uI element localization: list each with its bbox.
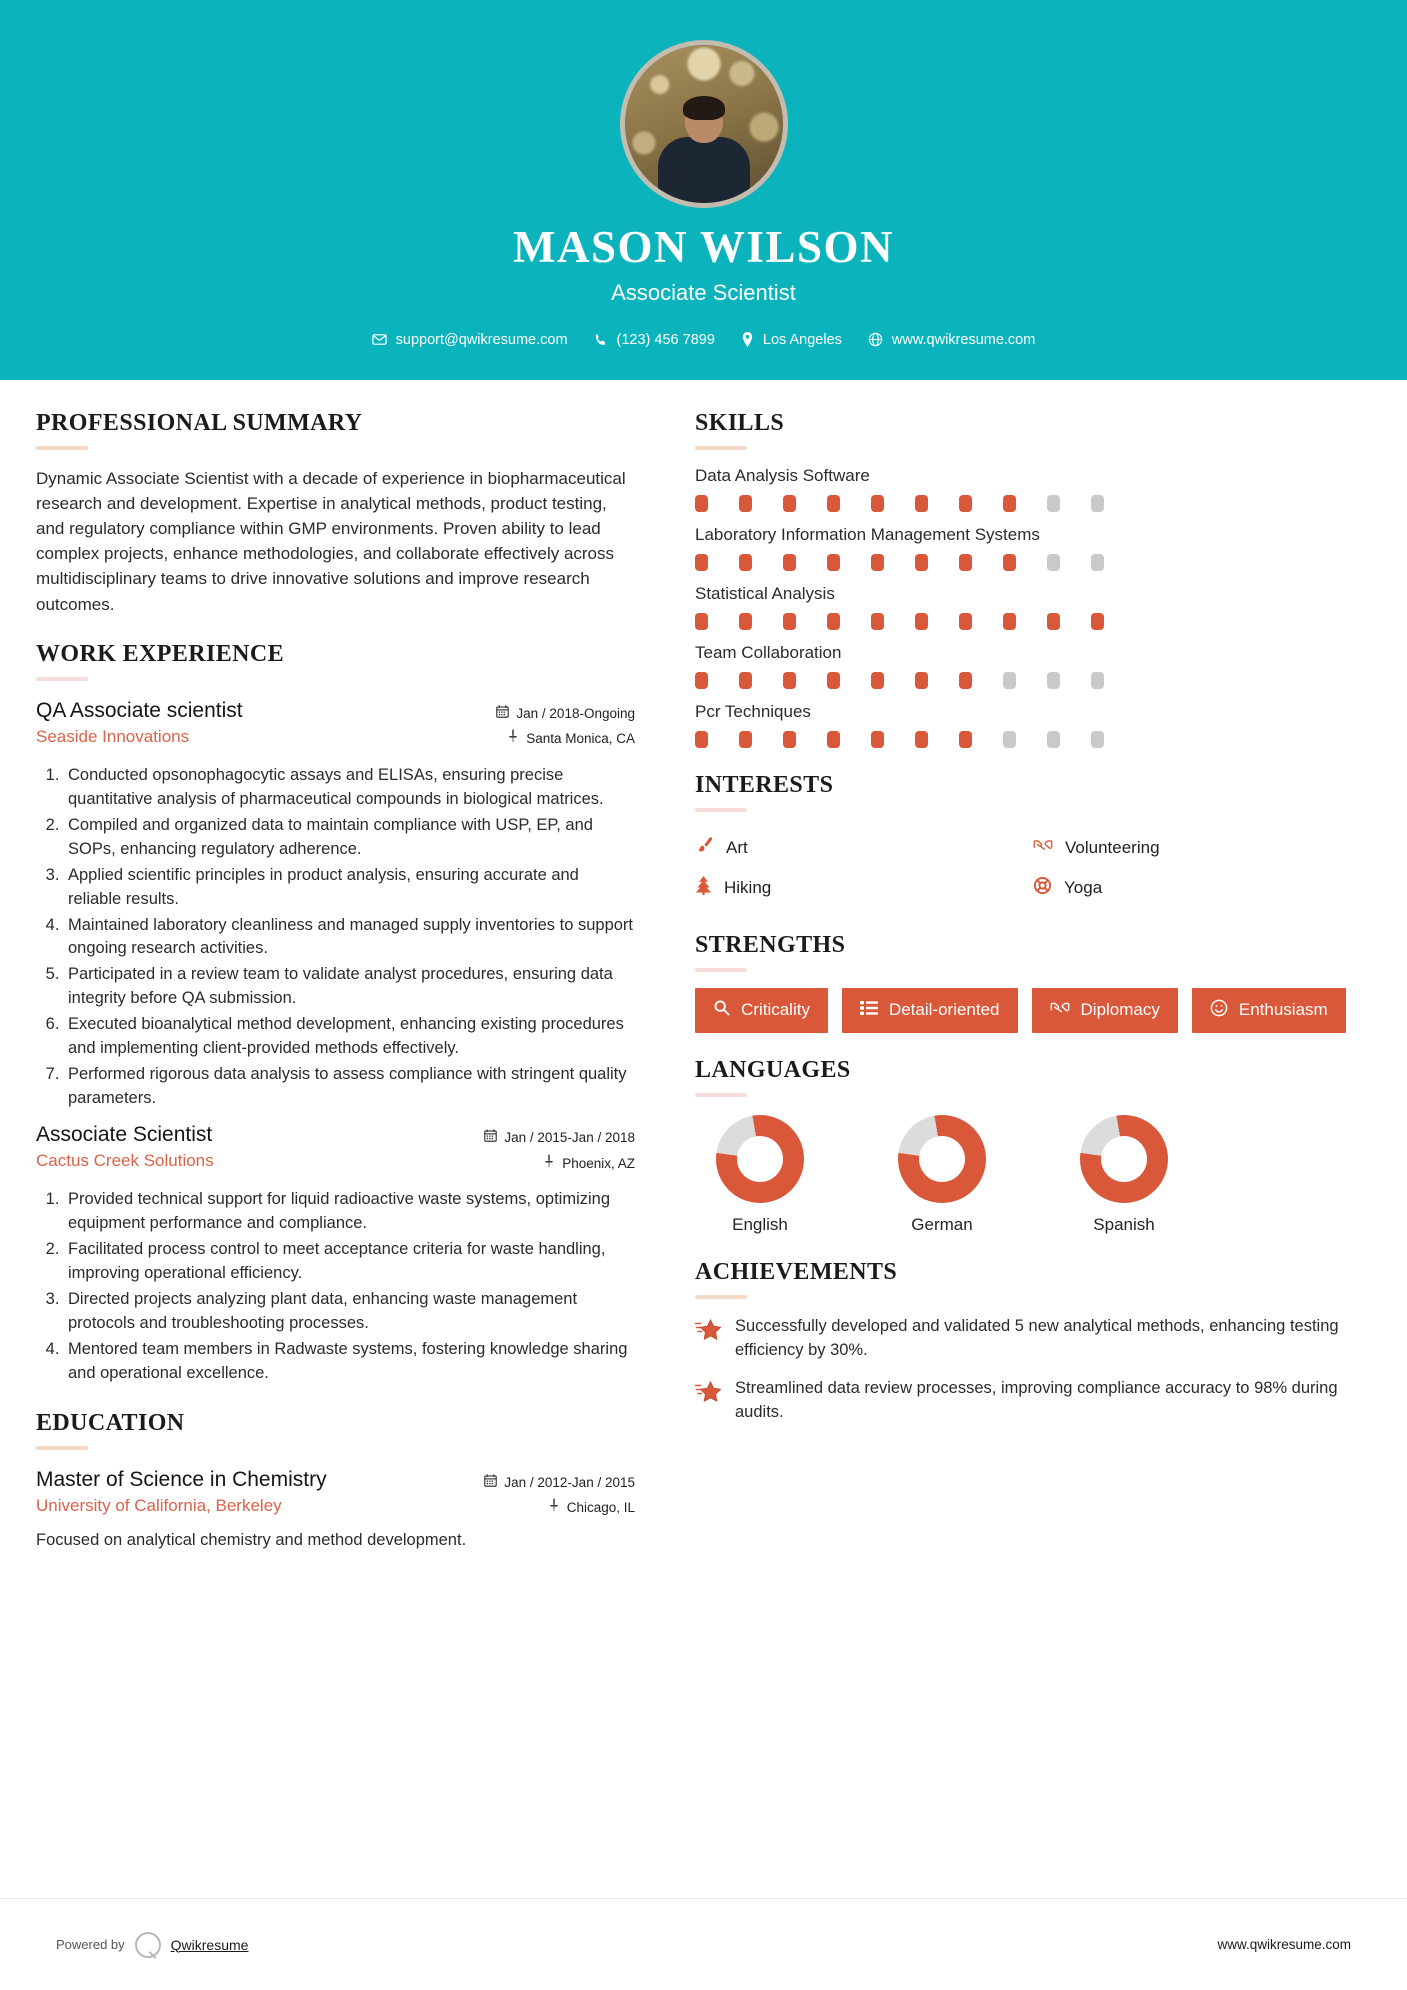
- candidate-role: Associate Scientist: [611, 279, 796, 305]
- skill-dot: [783, 613, 796, 630]
- contact-bar: [0, 332, 1407, 348]
- skill-dot: [915, 672, 928, 689]
- work-bullet: 4. Maintained laboratory cleanliness and managed supply inventories to support ongoing research activities.: [64, 914, 635, 962]
- summary-text: Dynamic Associate Scientist with a decade of experience in biopharmaceutical research and development. Expertise in analytical methods, product testing, and regulatory compliance within GMP environments. Proven ability to lead complex projects, enhance methodologies, and collaborate effectively across multidisciplinary teams to drive innovative solutions and improve research outcomes.: [36, 468, 626, 614]
- interest-item: [1033, 828, 1371, 868]
- map-pin-icon: [548, 1495, 560, 1521]
- company-name: Cactus Creek Solutions: [36, 1151, 214, 1171]
- achievement-text: Streamlined data review processes, improving compliance accuracy to 98% during audits.: [735, 1378, 1338, 1421]
- skills-rule: [695, 446, 747, 450]
- section-interests: [695, 772, 1371, 908]
- entry-meta: [484, 1121, 635, 1176]
- entry-dates: [496, 701, 635, 727]
- interest-item: [695, 868, 1033, 908]
- skill-dot: [695, 672, 708, 689]
- footer-url[interactable]: www.qwikresume.com: [1217, 1937, 1351, 1952]
- skill-rating: [695, 672, 1371, 689]
- skill-dot: [959, 672, 972, 689]
- calendar-icon: [484, 1125, 497, 1151]
- skill-rating: [695, 613, 1371, 630]
- entry-dates-text: Jan / 2018-Ongoing: [516, 705, 635, 721]
- shooting-star-icon: [695, 1315, 721, 1345]
- entry-identity: [36, 1121, 214, 1171]
- contact-website-text: www.qwikresume.com: [891, 331, 1036, 348]
- phone-icon: [594, 333, 608, 347]
- strength-chip[interactable]: [695, 988, 828, 1033]
- work-entry: [36, 697, 635, 1111]
- lifebuoy-icon: [1033, 876, 1052, 900]
- interest-label: Yoga: [1064, 877, 1103, 897]
- skill-dot: [871, 554, 884, 571]
- smiley-icon: [1210, 999, 1228, 1022]
- work-bullet: 5. Participated in a review team to validate analyst procedures, ensuring data integrity before QA submission.: [64, 963, 635, 1011]
- avatar-hair: [683, 96, 725, 120]
- skill-rating: [695, 731, 1371, 748]
- handshake-icon: [1050, 999, 1070, 1021]
- skill-item: [695, 466, 1371, 512]
- skill-dot: [915, 613, 928, 630]
- job-title: Associate Scientist: [36, 1122, 213, 1146]
- skill-dot: [783, 731, 796, 748]
- skill-dot: [959, 731, 972, 748]
- education-heading: EDUCATION: [36, 1409, 185, 1436]
- donut-hole: [919, 1136, 965, 1182]
- entry-identity: [36, 1466, 327, 1516]
- skill-dot: [739, 554, 752, 571]
- calendar-icon: [496, 701, 509, 727]
- skill-name: Statistical Analysis: [695, 583, 835, 603]
- section-education: [36, 1410, 635, 1553]
- skill-dot: [1091, 554, 1104, 571]
- section-strengths: [695, 932, 1371, 1033]
- interest-label: Hiking: [724, 877, 772, 897]
- skill-dot: [1091, 672, 1104, 689]
- work-bullet: 2. Facilitated process control to meet acceptance criteria for waste handling, improving operational efficiency.: [64, 1238, 635, 1286]
- language-donut-chart: [898, 1115, 986, 1203]
- donut-hole: [1101, 1136, 1147, 1182]
- degree-title: Master of Science in Chemistry: [36, 1467, 327, 1491]
- strength-chip[interactable]: [1192, 988, 1346, 1033]
- resume-body: [0, 380, 1407, 1577]
- entry-meta: [496, 697, 635, 752]
- entry-location: [484, 1495, 635, 1521]
- entry-location-text: Chicago, IL: [566, 1500, 635, 1516]
- section-work-experience: [36, 641, 635, 1386]
- skill-dot: [959, 613, 972, 630]
- calendar-icon: [484, 1470, 497, 1496]
- skill-dot: [915, 554, 928, 571]
- skill-dot: [871, 495, 884, 512]
- donut-hole: [737, 1136, 783, 1182]
- envelope-icon: [372, 332, 387, 347]
- achievement-list: [695, 1315, 1371, 1425]
- skill-name: Pcr Techniques: [695, 701, 811, 721]
- skill-dot: [827, 495, 840, 512]
- entry-location: [496, 726, 635, 752]
- powered-by-label: Powered by: [56, 1937, 125, 1952]
- skill-dot: [827, 672, 840, 689]
- list-icon: [860, 1000, 878, 1021]
- skill-name: Data Analysis Software: [695, 465, 870, 485]
- interest-item: [1033, 868, 1371, 908]
- skill-dot: [739, 495, 752, 512]
- skill-dot: [915, 731, 928, 748]
- skill-item: [695, 643, 1371, 689]
- skill-dot: [1091, 731, 1104, 748]
- avatar-person: [656, 99, 752, 203]
- map-pin-icon: [543, 1151, 555, 1177]
- interest-item: [695, 828, 1033, 868]
- work-bullet: 1. Conducted opsonophagocytic assays and ELISAs, ensuring precise quantitative analysis of pharmaceutical compounds in biological matrices.: [64, 764, 635, 812]
- languages-heading: LANGUAGES: [695, 1056, 851, 1083]
- entry-header: [36, 697, 635, 752]
- skill-dot: [783, 672, 796, 689]
- skill-item: [695, 584, 1371, 630]
- skill-dot: [959, 554, 972, 571]
- strengths-rule: [695, 968, 747, 972]
- skill-name: Laboratory Information Management Systems: [695, 524, 1040, 544]
- work-bullet: 3. Directed projects analyzing plant data, enhancing waste management protocols and troubleshooting processes.: [64, 1288, 635, 1336]
- company-name: Seaside Innovations: [36, 726, 190, 746]
- qwikresume-logo-icon: [135, 1932, 161, 1958]
- language-donut-chart: [1080, 1115, 1168, 1203]
- work-bullet: 3. Applied scientific principles in product analysis, ensuring accurate and reliable results.: [64, 864, 635, 912]
- work-bullet: 4. Mentored team members in Radwaste systems, fostering knowledge sharing and operational excellence.: [64, 1338, 635, 1386]
- skill-dot: [871, 731, 884, 748]
- skill-dot: [871, 672, 884, 689]
- section-achievements: [695, 1259, 1371, 1425]
- skill-dot: [1047, 613, 1060, 630]
- interest-label: Volunteering: [1065, 837, 1160, 857]
- map-pin-icon: [507, 726, 519, 752]
- location-pin-icon: [741, 332, 754, 347]
- skill-name: Team Collaboration: [695, 642, 842, 662]
- skill-dot: [783, 495, 796, 512]
- interest-label: Art: [726, 837, 748, 857]
- skills-heading: SKILLS: [695, 409, 785, 436]
- section-professional-summary: [36, 410, 635, 617]
- interests-rule: [695, 808, 747, 812]
- avatar-body: [658, 137, 750, 207]
- work-bullet: 7. Performed rigorous data analysis to assess compliance with stringent quality parameters.: [64, 1063, 635, 1111]
- skill-dot: [1047, 731, 1060, 748]
- avatar: [620, 40, 788, 208]
- language-item: [877, 1115, 1007, 1235]
- strength-list: [695, 988, 1371, 1033]
- strengths-heading: STRENGTHS: [695, 931, 846, 958]
- skill-dot: [1003, 613, 1016, 630]
- skill-dot: [959, 495, 972, 512]
- qwikresume-brand-link[interactable]: Qwikresume: [170, 1936, 249, 1953]
- right-column: [661, 380, 1371, 1577]
- skill-dot: [1091, 613, 1104, 630]
- work-bullet-list: [36, 764, 635, 1111]
- entry-location-text: Santa Monica, CA: [526, 731, 635, 747]
- skill-dot: [1003, 672, 1016, 689]
- entry-dates: [484, 1470, 635, 1496]
- education-entry-list: [36, 1466, 635, 1553]
- search-icon: [713, 999, 730, 1021]
- candidate-name: MASON WILSON: [513, 222, 894, 272]
- entry-header: [36, 1466, 635, 1521]
- skill-rating: [695, 554, 1371, 571]
- strength-label: Criticality: [741, 1000, 810, 1020]
- work-bullet-list: [36, 1188, 635, 1385]
- work-bullet: 1. Provided technical support for liquid radioactive waste systems, optimizing equipment performance and compliance.: [64, 1188, 635, 1236]
- skill-dot: [695, 613, 708, 630]
- skill-dot: [915, 495, 928, 512]
- handshake-icon: [1033, 836, 1053, 859]
- language-item: [1059, 1115, 1189, 1235]
- summary-heading: PROFESSIONAL SUMMARY: [36, 409, 363, 436]
- entry-meta: [484, 1466, 635, 1521]
- left-column: [36, 380, 661, 1577]
- skill-dot: [1047, 672, 1060, 689]
- work-entry-list: [36, 697, 635, 1386]
- resume-header: [0, 0, 1407, 380]
- interests-heading: INTERESTS: [695, 771, 834, 798]
- contact-location-text: Los Angeles: [762, 331, 842, 348]
- resume-footer: [0, 1898, 1407, 1990]
- skill-item: [695, 702, 1371, 748]
- skill-dot: [783, 554, 796, 571]
- achievement-item: [695, 1315, 1371, 1363]
- skill-rating: [695, 495, 1371, 512]
- entry-dates: [484, 1125, 635, 1151]
- work-heading: WORK EXPERIENCE: [36, 640, 285, 667]
- language-name: German: [911, 1214, 973, 1234]
- language-donut-chart: [716, 1115, 804, 1203]
- education-description: Focused on analytical chemistry and method development.: [36, 1530, 467, 1549]
- achievement-text: Successfully developed and validated 5 new analytical methods, enhancing testing efficiency by 30%.: [735, 1316, 1339, 1359]
- achievements-rule: [695, 1295, 747, 1299]
- contact-location[interactable]: [741, 332, 842, 348]
- skill-dot: [1047, 554, 1060, 571]
- language-name: Spanish: [1093, 1214, 1155, 1234]
- skill-item: [695, 525, 1371, 571]
- contact-phone[interactable]: [594, 332, 715, 348]
- work-rule: [36, 677, 88, 681]
- section-languages: [695, 1057, 1371, 1235]
- powered-by: [56, 1932, 248, 1958]
- skill-dot: [695, 495, 708, 512]
- globe-icon: [868, 332, 883, 347]
- strength-chip[interactable]: [1032, 988, 1178, 1033]
- work-bullet: 6. Executed bioanalytical method development, enhancing existing procedures and implementing client-provided methods effectively.: [64, 1013, 635, 1061]
- entry-location: [484, 1151, 635, 1177]
- entry-dates-text: Jan / 2015-Jan / 2018: [504, 1129, 635, 1145]
- job-title: QA Associate scientist: [36, 698, 243, 722]
- strength-label: Enthusiasm: [1238, 1000, 1328, 1020]
- skill-dot: [739, 672, 752, 689]
- entry-location-text: Phoenix, AZ: [562, 1155, 635, 1171]
- paintbrush-icon: [695, 836, 714, 860]
- contact-phone-text: (123) 456 7899: [616, 331, 715, 348]
- school-name: University of California, Berkeley: [36, 1495, 282, 1515]
- skill-list: [695, 466, 1371, 748]
- strength-label: Detail-oriented: [888, 1000, 1000, 1020]
- entry-dates-text: Jan / 2012-Jan / 2015: [504, 1474, 635, 1490]
- achievement-item: [695, 1377, 1371, 1425]
- skill-dot: [695, 731, 708, 748]
- pine-tree-icon: [695, 876, 712, 900]
- skill-dot: [827, 613, 840, 630]
- achievements-heading: ACHIEVEMENTS: [695, 1258, 898, 1285]
- skill-dot: [1047, 495, 1060, 512]
- summary-rule: [36, 446, 88, 450]
- skill-dot: [1003, 554, 1016, 571]
- education-rule: [36, 1446, 88, 1450]
- skill-dot: [695, 554, 708, 571]
- strength-chip[interactable]: [842, 988, 1018, 1033]
- languages-rule: [695, 1093, 747, 1097]
- shooting-star-icon: [695, 1377, 721, 1407]
- language-item: [695, 1115, 825, 1235]
- work-bullet: 2. Compiled and organized data to maintain compliance with USP, EP, and SOPs, enhancing regulatory adherence.: [64, 814, 635, 862]
- language-list: [695, 1115, 1371, 1235]
- contact-email-text: support@qwikresume.com: [395, 331, 568, 348]
- skill-dot: [827, 731, 840, 748]
- skill-dot: [871, 613, 884, 630]
- language-name: English: [732, 1214, 788, 1234]
- interest-list: [695, 828, 1371, 908]
- skill-dot: [1003, 495, 1016, 512]
- skill-dot: [739, 613, 752, 630]
- contact-website[interactable]: [868, 332, 1035, 348]
- entry-identity: [36, 697, 243, 747]
- skill-dot: [1091, 495, 1104, 512]
- section-skills: [695, 410, 1371, 748]
- skill-dot: [827, 554, 840, 571]
- contact-email[interactable]: [372, 332, 568, 348]
- education-entry: [36, 1466, 635, 1553]
- strength-label: Diplomacy: [1080, 1000, 1160, 1020]
- skill-dot: [1003, 731, 1016, 748]
- entry-header: [36, 1121, 635, 1176]
- skill-dot: [739, 731, 752, 748]
- work-entry: [36, 1121, 635, 1386]
